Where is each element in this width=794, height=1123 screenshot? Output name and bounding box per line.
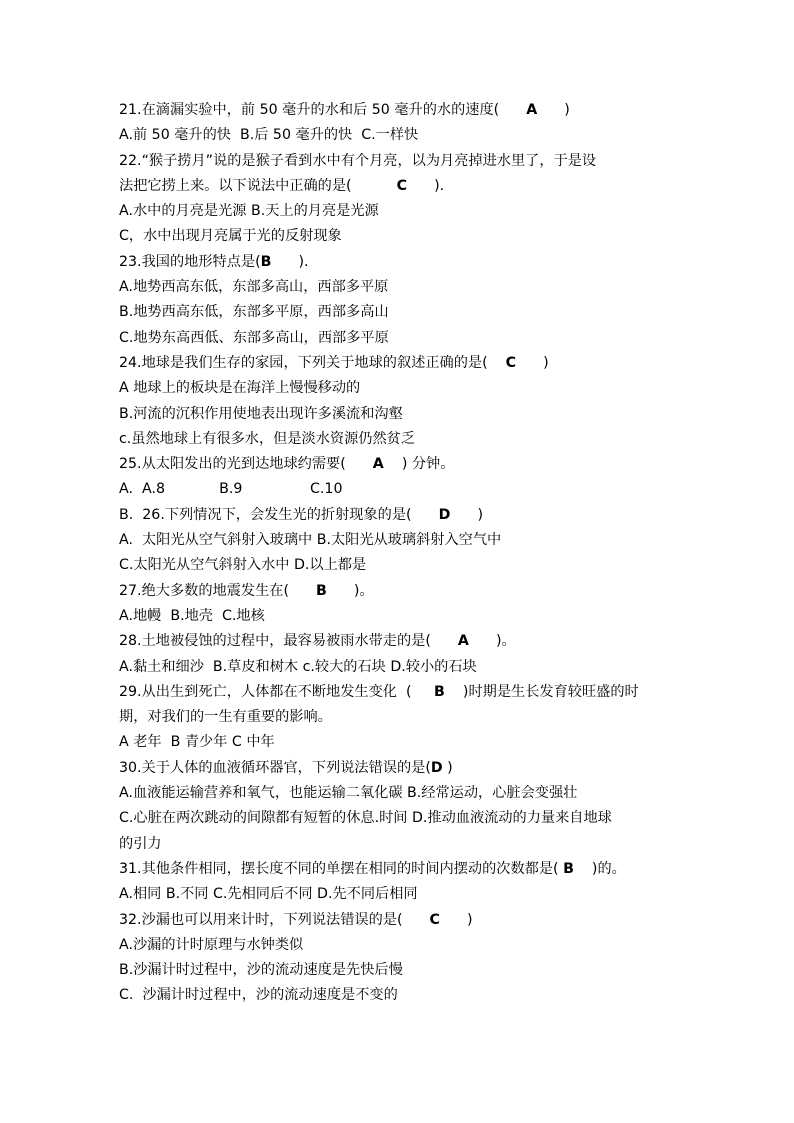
line-text: 24.地球是我们生存的家园，下列关于地球的叙述正确的是( [119, 354, 506, 371]
line-text-suffix: ) [439, 911, 473, 928]
line-text-suffix: )。 [468, 633, 516, 650]
line-text: c.虽然地球上有很多水，但是淡水资源仍然贫乏 [119, 430, 416, 447]
text-line [119, 908, 679, 933]
text-line [119, 579, 679, 604]
line-text: A.相同 B.不同 C.先相同后不同 D.先不同后相同 [119, 886, 418, 903]
line-text: B. 26.下列情况下，会发生光的折射现象的是( [119, 506, 439, 523]
text-line [119, 806, 679, 831]
line-text-suffix: ) [450, 506, 483, 523]
answer-letter: C [429, 911, 440, 928]
line-text-suffix: ) [442, 759, 453, 776]
line-text: C. 沙漏计时过程中，沙的流动速度是不变的 [119, 987, 398, 1004]
answer-letter: B [260, 253, 272, 270]
line-text: B.沙漏计时过程中，沙的流动速度是先快后慢 [119, 962, 403, 979]
line-text: A.前 50 毫升的快 B.后 50 毫升的快 C.一样快 [119, 127, 419, 144]
line-text-suffix: ). [407, 177, 445, 194]
text-line [119, 958, 679, 983]
line-text: A 老年 B 青少年 C 中年 [119, 734, 275, 751]
line-text-suffix: )的。 [573, 860, 626, 877]
text-line [119, 680, 679, 705]
line-text: 27.绝大多数的地震发生在( [119, 582, 317, 599]
line-text-suffix: ) [537, 102, 570, 118]
text-line [119, 629, 679, 654]
text-line [119, 477, 679, 502]
line-text: 21.在滴漏实验中，前 50 毫升的水和后 50 毫升的水的速度( [119, 102, 527, 118]
answer-letter: D [430, 759, 443, 776]
line-text: C.心脏在两次跳动的间隙都有短暂的休息.时间 D.推动血液流动的力量来自地球 [119, 810, 612, 827]
text-line [119, 553, 679, 578]
answer-letter: B [316, 582, 327, 599]
line-text: C，水中出现月亮属于光的反射现象 [119, 228, 342, 245]
answer-letter: A [526, 102, 538, 118]
text-line [119, 452, 679, 477]
text-line [119, 149, 679, 174]
text-line [119, 224, 679, 249]
text-line [119, 199, 679, 224]
text-line [119, 503, 679, 528]
line-text: A.黏土和细沙 B.草皮和树木 c.较大的石块 D.较小的石块 [119, 658, 477, 675]
text-line [119, 756, 679, 781]
line-text: A.沙漏的计时原理与水钟类似 [119, 936, 304, 953]
line-text: 28.土地被侵蚀的过程中，最容易被雨水带走的是( [119, 633, 458, 650]
text-line [119, 857, 679, 882]
line-text: 22.“猴子捞月”说的是猴子看到水中有个月亮，以为月亮掉进水里了，于是设 [119, 152, 597, 169]
text-line [119, 882, 679, 907]
line-text: A.地势西高东低，东部多高山，西部多平原 [119, 279, 389, 296]
line-text: A. 太阳光从空气斜射入玻璃中 B.太阳光从玻璃斜射入空气中 [119, 532, 502, 549]
line-text: 30.关于人体的血液循环器官，下列说法错误的是( [119, 759, 431, 776]
line-text: A.水中的月亮是光源 B.天上的月亮是光源 [119, 203, 379, 220]
text-line [119, 983, 679, 1008]
answer-letter: C [505, 354, 517, 371]
text-line [119, 781, 679, 806]
text-line [119, 300, 679, 325]
answer-letter: A [457, 633, 469, 650]
line-text: 29.从出生到死亡，人体都在不断地发生变化 ( [119, 683, 435, 700]
line-text: A 地球上的板块是在海洋上慢慢移动的 [119, 380, 361, 397]
line-text-suffix: )时期是生长发育较旺盛的时 [444, 683, 639, 700]
text-line [119, 326, 679, 351]
text-line [119, 123, 679, 148]
line-text: 的引力 [119, 835, 162, 852]
text-line [119, 98, 679, 123]
answer-letter: A [372, 456, 384, 473]
line-text: B.地势西高东低，东部多平原，西部多高山 [119, 304, 389, 321]
text-line [119, 402, 679, 427]
line-text: B.河流的沉积作用使地表出现许多溪流和沟壑 [119, 405, 403, 422]
answer-letter: C [396, 177, 408, 194]
line-text: 23.我国的地形特点是( [119, 253, 261, 270]
line-text: 31.其他条件相同，摆长度不同的单摆在相同的时间内摆动的次数都是( [119, 860, 564, 877]
line-text: C.太阳光从空气斜射入水中 D.以上都是 [119, 557, 367, 574]
line-text: 期，对我们的一生有重要的影响。 [119, 709, 332, 726]
text-line [119, 528, 679, 553]
text-line [119, 250, 679, 275]
text-line [119, 427, 679, 452]
line-text: 法把它捞上来。以下说法中正确的是( [119, 177, 397, 194]
text-line [119, 933, 679, 958]
text-line [119, 351, 679, 376]
text-line [119, 174, 679, 199]
text-line [119, 604, 679, 629]
text-line [119, 705, 679, 730]
line-text-suffix: ). [271, 253, 309, 270]
line-text-suffix: ) 分钟。 [383, 456, 455, 473]
text-line [119, 655, 679, 680]
line-text: A.地幔 B.地壳 C.地核 [119, 607, 265, 624]
question-list [119, 98, 679, 1009]
text-line [119, 376, 679, 401]
line-text: C.地势东高西低、东部多高山，西部多平原 [119, 329, 389, 346]
text-line [119, 832, 679, 857]
line-text: A. A.8 B.9 C.10 [119, 481, 343, 498]
text-line [119, 275, 679, 300]
text-line [119, 730, 679, 755]
line-text-suffix: )。 [326, 582, 374, 599]
line-text: A.血液能运输营养和氧气，也能运输二氧化碳 B.经常运动，心脏会变强壮 [119, 785, 578, 802]
answer-letter: B [563, 860, 574, 877]
answer-letter: B [434, 683, 445, 700]
answer-letter: D [438, 506, 451, 523]
line-text: 25.从太阳发出的光到达地球约需要( [119, 456, 373, 473]
line-text-suffix: ) [516, 354, 549, 371]
line-text: 32.沙漏也可以用来计时，下列说法错误的是( [119, 911, 430, 928]
